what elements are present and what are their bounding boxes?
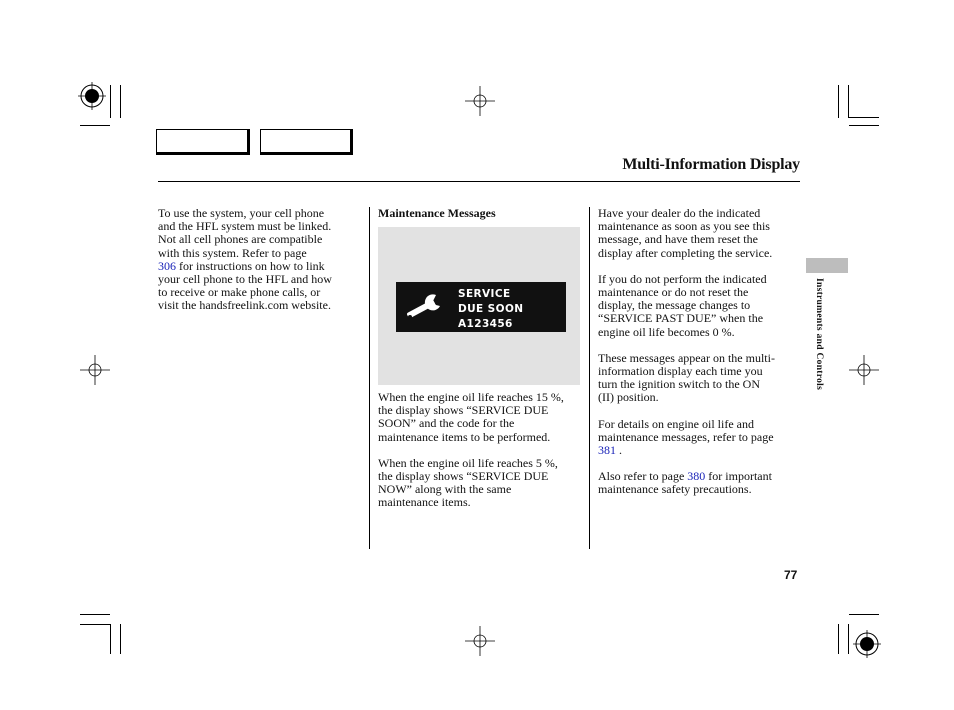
col3-text-4b: . <box>616 443 622 458</box>
section-tab-label: Instruments and Controls <box>814 278 824 391</box>
col1-text-1: To use the system, your cell phone and the HFL system must be linked. Not all cell phones are compatible with this system. Refer to page <box>158 206 332 260</box>
page-link-381[interactable]: 381 <box>598 443 616 458</box>
col3-paragraph-2: If you do not perform the indicated maintenance or do not reset the display, the message changes to “SERVICE PAST DUE” when the engine oil life becomes 0 %. <box>598 271 767 339</box>
col3-paragraph-4 <box>598 418 804 458</box>
col3-paragraph-1: Have your dealer do the indicated maintenance as soon as you see this message, and have them reset the display after completing the service. <box>598 206 773 260</box>
crosshair-bottom-icon <box>465 626 495 656</box>
page-link-306[interactable]: 306 <box>158 258 176 273</box>
col3-paragraph-5 <box>598 470 804 496</box>
col2-paragraph-1: When the engine oil life reaches 15 %, the display shows “SERVICE DUE SOON” and the code for the maintenance items to be performed. <box>378 390 564 444</box>
col3-text-5a: Also refer to page <box>598 469 688 484</box>
crosshair-left-icon <box>80 355 110 385</box>
column-2 <box>378 207 586 220</box>
registration-mark-bottom-right-icon <box>853 630 881 658</box>
nav-button-1[interactable] <box>156 129 250 155</box>
page-title: Multi-Information Display <box>622 156 800 173</box>
maintenance-display-illustration <box>378 227 580 385</box>
crosshair-right-icon <box>849 355 879 385</box>
col2-paragraph-2: When the engine oil life reaches 5 %, the display shows “SERVICE DUE NOW” along with the same maintenance items. <box>378 455 558 510</box>
col1-paragraph <box>158 207 363 313</box>
col1-text-2: for instructions on how to link your cell phone to the HFL and how to receive or make phone calls, or visit the handsfreelink.com website. <box>158 258 332 313</box>
page-number: 77 <box>784 568 798 582</box>
section-heading: Maintenance Messages <box>378 206 496 220</box>
page-link-380[interactable]: 380 <box>687 469 706 484</box>
column-1 <box>158 207 363 313</box>
col3-text-5b: for important maintenance safety precautions. <box>598 469 772 497</box>
nav-button-2[interactable] <box>260 129 353 155</box>
display-line-1: SERVICE <box>458 288 511 300</box>
column-2-text <box>378 391 588 510</box>
col3-text-4a: For details on engine oil life and maintenance messages, refer to page <box>598 416 774 444</box>
column-divider-2 <box>589 207 590 549</box>
column-3 <box>598 207 804 497</box>
header-rule <box>158 181 800 182</box>
wrench-icon <box>402 291 446 323</box>
section-tab <box>806 258 848 273</box>
column-divider-1 <box>369 207 370 549</box>
display-line-3: A123456 <box>458 318 513 330</box>
col3-paragraph-3: These messages appear on the multi- information display each time you turn the ignition switch to the ON (II) position. <box>598 350 775 405</box>
registration-mark-top-left-icon <box>78 82 106 110</box>
display-line-2: DUE SOON <box>458 303 524 315</box>
crosshair-top-icon <box>465 86 495 116</box>
display-screen <box>396 282 566 332</box>
